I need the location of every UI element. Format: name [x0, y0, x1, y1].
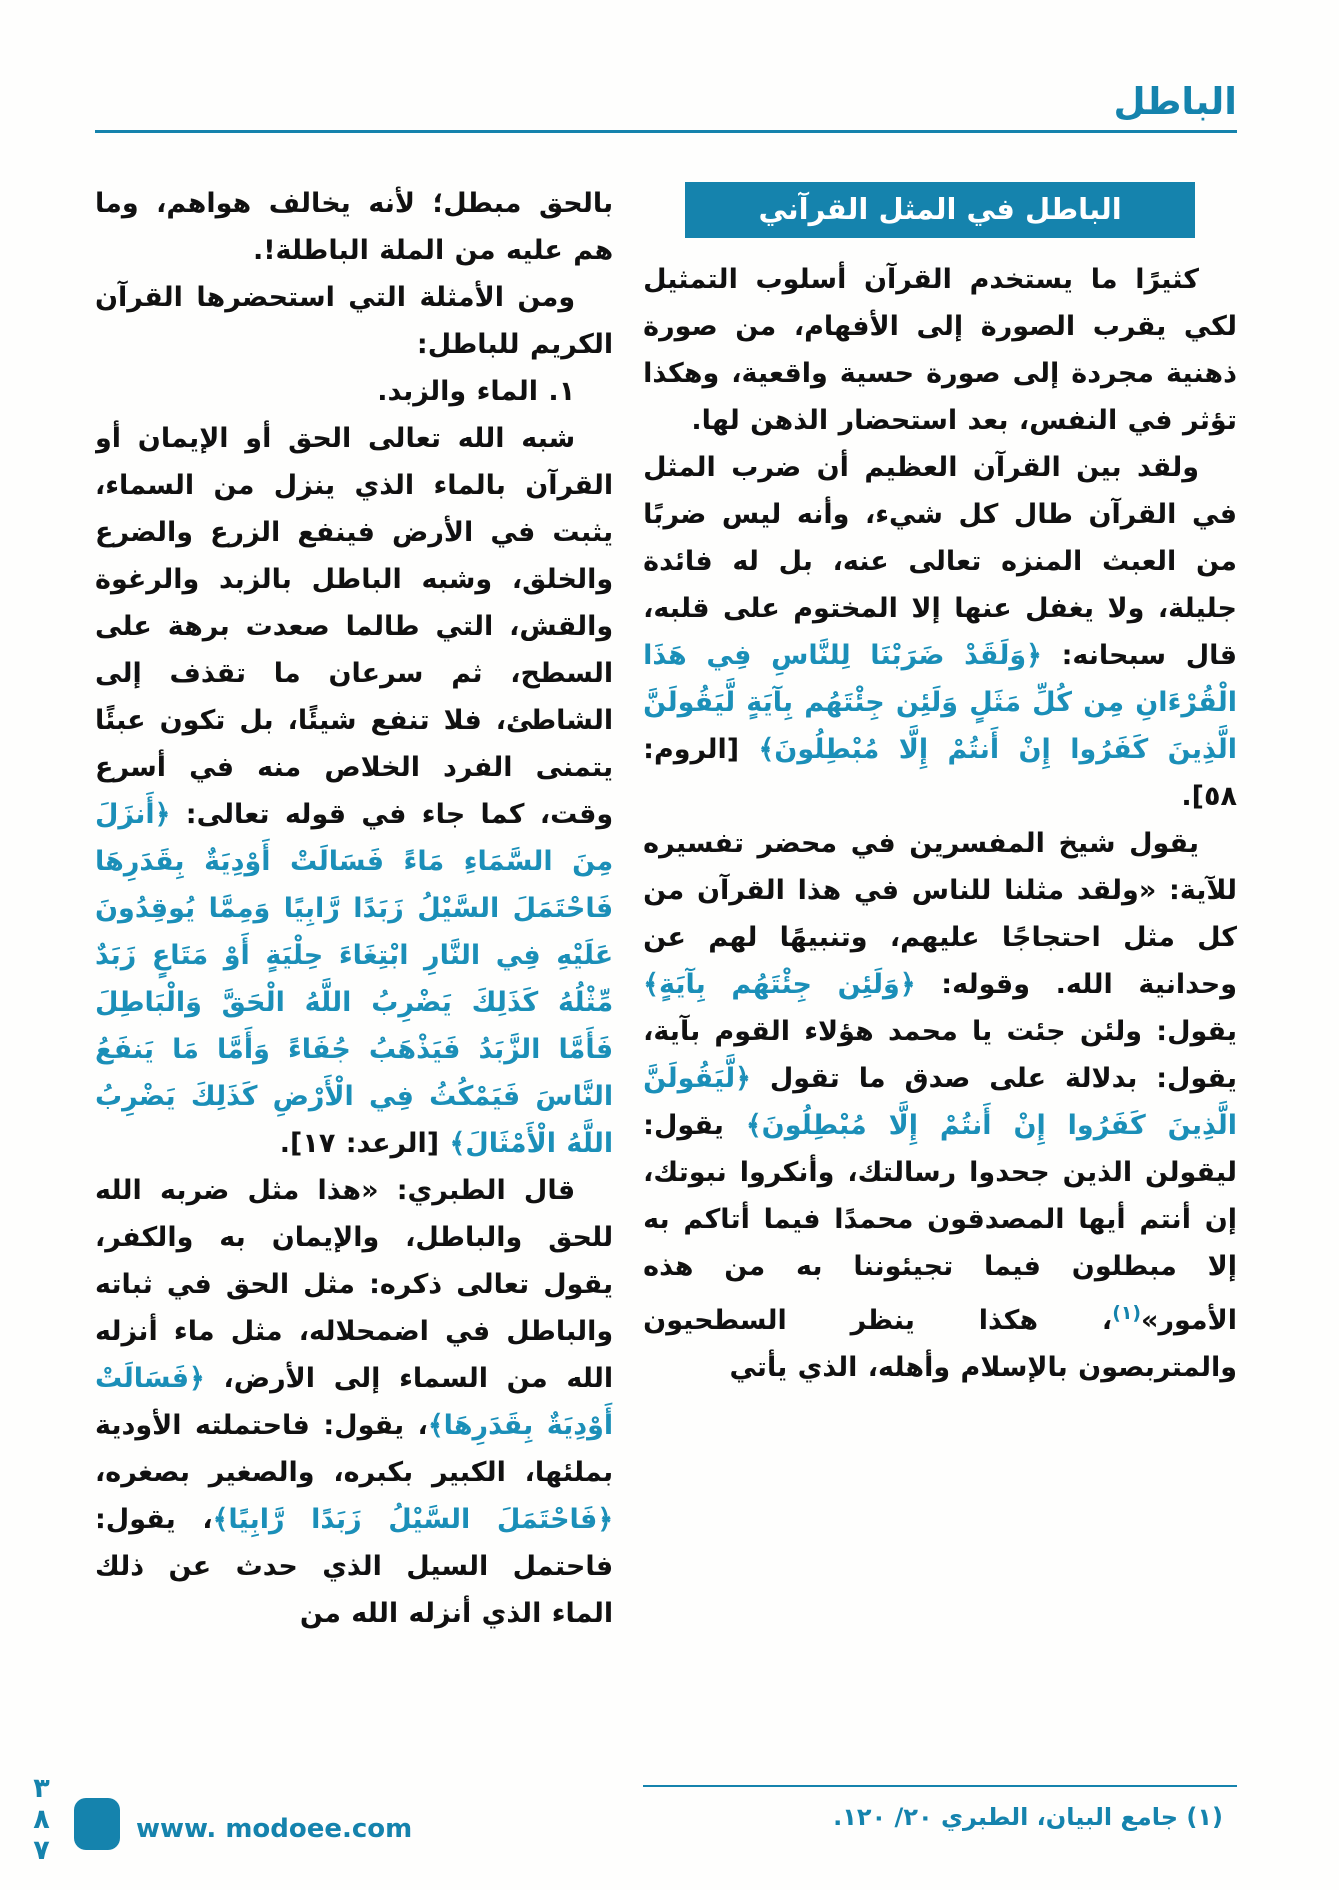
body-text: يقول شيخ المفسرين في محضر تفسيره للآية: «ولقد مثلنا للناس في هذا القرآن من كل مثل احتجاجًا عليهم، وتنبيهًا لهم عن وحدانية الله. وقوله: — [643, 828, 1237, 1001]
body-text: يقول: ولئن جئت يا محمد هؤلاء القوم بآية، يقول: بدلالة على صدق ما تقول — [643, 1016, 1237, 1095]
footnote-block — [643, 1781, 1237, 1835]
paragraph-tabari-explanation — [95, 1167, 613, 1637]
quran-quote-2: ﴿لَّيَقُولَنَّ الَّذِينَ كَفَرُوا إِنْ أَنتُمْ إِلَّا مُبْطِلُونَ﴾ — [643, 1063, 1237, 1142]
website-url: www. modoee.com — [136, 1814, 413, 1844]
footnote-separator — [643, 1785, 1237, 1787]
running-head-title: الباطل — [1113, 80, 1237, 123]
body-text: قال الطبري: «هذا مثل ضربه الله للحق والباطل، والإيمان به والكفر، يقول تعالى ذكره: مثل الحق في ثباته والباطل في اضمحلاله، مثل ماء أنزله الله من السماء إلى الأرض، — [95, 1175, 614, 1394]
verse-reference-rum: [الروم: ٥٨]. — [643, 734, 1237, 813]
page-header — [95, 0, 1237, 133]
column-left — [95, 180, 613, 1835]
column-left-text — [95, 180, 613, 1835]
column-right — [643, 180, 1237, 1835]
quran-verse-raad-17: ﴿أَنزَلَ مِنَ السَّمَاءِ مَاءً فَسَالَتْ أَوْدِيَةٌ بِقَدَرِهَا فَاحْتَمَلَ السَّيْلُ زَبَدًا رَّابِيًا وَمِمَّا يُوقِدُونَ عَلَيْهِ فِي النَّارِ ابْتِغَاءَ حِلْيَةٍ أَوْ مَتَاعٍ زَبَدٌ مِّثْلُهُ كَذَلِكَ يَضْرِبُ اللَّهُ الْحَقَّ وَالْبَاطِلَ فَأَمَّا الزَّبَدُ فَيَذْهَبُ جُفَاءً وَأَمَّا مَا يَنفَعُ النَّاسَ فَيَمْكُثُ فِي الْأَرْضِ كَذَلِكَ يَضْرِبُ اللَّهُ الْأَمْثَالَ﴾ — [95, 799, 614, 1159]
body-text: ولقد بين القرآن العظيم أن ضرب المثل في القرآن طال كل شيء، وأنه ليس ضربًا من العبث المنزه تعالى عنه، بل له فائدة جليلة، ولا يغفل عنها إلا المختوم على قلبه، قال سبحانه: — [643, 452, 1237, 672]
body-text: ، يقول: فاحتملته الأودية بملئها، الكبير بكبره، والصغير بصغره، — [95, 1410, 614, 1488]
body-text: ، هكذا ينظر السطحيون والمتربصون بالإسلام وأهله، الذي يأتي — [643, 1305, 1237, 1384]
quran-quote-3: ﴿فَسَالَتْ أَوْدِيَةٌ بِقَدَرِهَا﴾ — [95, 1363, 614, 1441]
body-text: ، يقول: فاحتمل السيل الذي حدث عن ذلك الماء الذي أنزله الله من — [95, 1504, 614, 1629]
body-text: يقول: ليقولن الذين جحدوا رسالتك، وأنكروا نبوتك، إن أنتم أيها المصدقون محمدًا فيما أتاكم به إلا مبطلون فيما تجيئوننا به من هذه الأمور» — [643, 1110, 1237, 1337]
section-title: الباطل في المثل القرآني — [758, 192, 1122, 226]
paragraph-continuation: بالحق مبطل؛ لأنه يخالف هواهم، وما هم عليه من الملة الباطلة!. — [95, 188, 614, 266]
quran-quote-1: ﴿وَلَئِن جِئْتَهُم بِآيَةٍ﴾ — [643, 969, 916, 1001]
paragraph-examples-intro: ومن الأمثلة التي استحضرها القرآن الكريم للباطل: — [95, 282, 614, 360]
paragraph-tabari-tafsir — [643, 820, 1237, 1391]
header-rule — [95, 130, 1237, 133]
footnote-text: (١) جامع البيان، الطبري ٢٠/ ١٢٠. — [833, 1803, 1223, 1831]
section-title-box — [685, 182, 1196, 238]
text-columns — [95, 180, 1237, 1835]
body-text: شبه الله تعالى الحق أو الإيمان أو القرآن بالماء الذي ينزل من السماء، يثبت في الأرض فينفع الزرع والضرع والخلق، وشبه الباطل بالزبد والرغوة والقش، التي طالما صعدت برهة على السطح، ثم سرعان ما تقذف إلى الشاطئ، فلا تنفع شيئًا، بل تكون عبئًا يتمنى الفرد الخلاص منه في أسرع وقت، كما جاء في قوله تعالى: — [95, 423, 614, 830]
list-item-water-and-froth: ١. الماء والزبد. — [377, 376, 576, 407]
footnote-marker: (١) — [1112, 1302, 1141, 1325]
quran-verse-rum-58: ﴿وَلَقَدْ ضَرَبْنَا لِلنَّاسِ فِي هَذَا الْقُرْءَانِ مِن كُلِّ مَثَلٍ وَلَئِن جِئْتَهُم بِآيَةٍ لَّيَقُولَنَّ الَّذِينَ كَفَرُوا إِنْ أَنتُمْ إِلَّا مُبْطِلُونَ﴾ — [643, 640, 1237, 766]
page-number: ٣٨٧ — [26, 1773, 57, 1866]
paragraph-simile — [95, 415, 613, 1167]
verse-reference-raad: [الرعد: ١٧]. — [279, 1128, 450, 1159]
paragraph-verse-context — [643, 444, 1237, 820]
column-right-text — [643, 180, 1237, 1781]
paragraph-intro: كثيرًا ما يستخدم القرآن أسلوب التمثيل لكي يقرب الصورة إلى الأفهام، من صورة ذهنية مجردة إلى صورة حسية واقعية، وهكذا تؤثر في النفس، بعد استحضار الذهن لها. — [643, 264, 1237, 437]
quran-quote-4: ﴿فَاحْتَمَلَ السَّيْلُ زَبَدًا رَّابِيًا﴾ — [212, 1504, 614, 1535]
footer-ornament — [74, 1798, 120, 1850]
